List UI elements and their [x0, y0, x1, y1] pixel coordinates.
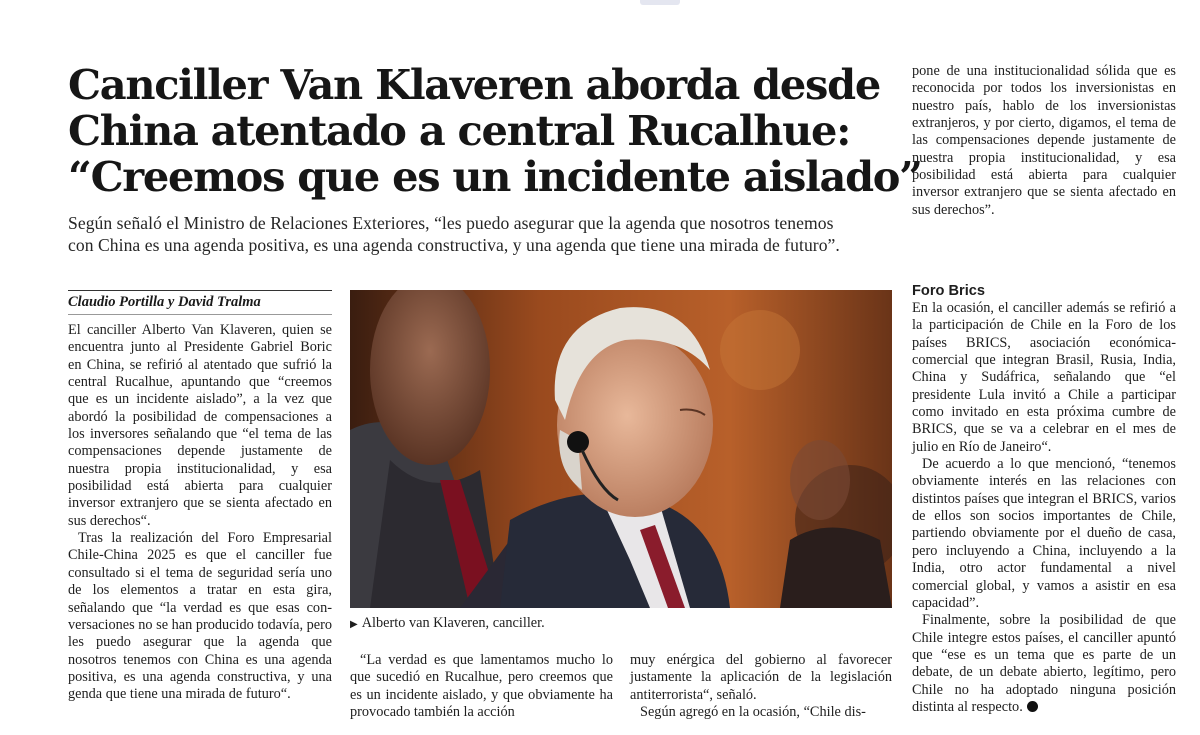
- end-of-article-icon: [1027, 701, 1038, 712]
- photo-of-canciller: [350, 290, 892, 608]
- paragraph: [912, 612, 1176, 716]
- column-4-top: [912, 63, 1176, 219]
- paragraph: De acuerdo a lo que mencionó, “tenemos obviamente interés en las relaciones con distintos países que integran el BRICS, varios de ellos son socios importantes de Chile, partiendo obviamente por el dueño de casa, pero incluyendo a China, incluyendo a la India, otro actor fundamental a nivel comercial global, y vamos a asistir en esa capacidad”.: [912, 456, 1176, 611]
- article-photo: [350, 290, 892, 608]
- article-headline: [68, 60, 922, 201]
- deck-line: Según señaló el Ministro de Relaciones Exteriores, “les puedo asegurar que la agenda que nosotros tenemos: [68, 213, 834, 233]
- paragraph: pone de una institucionalidad sólida que es reconocida por todos los inversionistas en nuestro país, hablo de los inversionistas extranjeros, y por cierto, digamos, el tema de las compensaciones depende justamente de nuestra propia institucionalidad, y esa posibilidad está abierta para cualquier inversor extranjero que se sienta afectado en sus derechos”.: [912, 63, 1176, 218]
- column-1: [68, 322, 332, 704]
- column-3: [630, 652, 892, 721]
- paragraph: “La verdad es que lamentamos mucho lo que sucedió en Rucalhue, pero creemos que es un incidente aislado, y que obviamente ha provocado también la acción: [350, 652, 613, 721]
- headline-line: China atentado a central Rucalhue:: [68, 106, 851, 155]
- paragraph: muy enérgica del gobierno al favorecer justamente la aplicación de la legislación antiterrorista“, señaló.: [630, 652, 892, 703]
- headline-line: “Creemos que es un incidente aislado”: [68, 152, 922, 201]
- top-decoration: [640, 0, 680, 5]
- photo-caption: [350, 615, 892, 633]
- column-4-bottom: [912, 283, 1176, 716]
- byline: Claudio Portilla y David Tralma: [68, 294, 261, 310]
- deck-line: con China es una agenda positiva, es una agenda constructiva, y una agenda que tiene una mirada de futuro”.: [68, 235, 840, 255]
- caption-arrow-icon: ▶: [350, 619, 358, 630]
- paragraph: Según agregó en la ocasión, “Chile dis-: [640, 704, 866, 721]
- section-subhead: Foro Brics: [912, 283, 985, 299]
- article-deck: [68, 212, 898, 256]
- byline-bottom-rule: [68, 314, 332, 315]
- paragraph: Tras la realización del Foro Empresarial Chile-China 2025 es que el canciller fue consultado si el tema de seguridad sería uno de los elementos a tratar en esta gira, señalando que “la verdad es que esas conversaciones no se han producido todavía, pero les puedo asegurar que la agenda que nosotros tenemos con China es una agenda positiva, es una agenda constructiva, y una genda que tiene una mirada de futuro“.: [68, 530, 333, 703]
- byline-top-rule: [68, 290, 332, 291]
- paragraph-text: Finalmente, sobre la posibilidad de que Chile integre estos países, el canciller apuntó que “ese es un tema que es parte de un debate, de un debate abierto, legítimo, pero Chile no ha adoptado ninguna posición distinta al respecto.: [912, 612, 1176, 715]
- caption-text: Alberto van Klaveren, canciller.: [361, 615, 545, 631]
- paragraph: El canciller Alberto Van Klaveren, quien se encuentra junto al Presidente Gabriel Boric en China, se refirió al atentado que sufrió la central Rucalhue, apuntando que “creemos que es un incidente aislado”, a la vez que abordó la posibilidad de compensaciones a los inversores señalando que “el tema de las compensaciones depende justamente de nuestra propia institucionalidad, y esa posibilidad está abierta para cualquier inversor extranjero que se sienta afectado en sus derechos“.: [68, 322, 332, 529]
- paragraph: En la ocasión, el canciller además se refirió a la participación de Chile en la Foro de los países BRICS, asociación económica-comercial que integran Brasil, Rusia, India, China y Sudáfrica, señalando que “el presidente Lula invitó a Chile a participar como invitado en esta próxima cumbre de BRICS, que se va a celebrar en el mes de julio en Río de Janeiro“.: [912, 300, 1176, 455]
- column-2: [350, 652, 613, 721]
- headline-line: Canciller Van Klaveren aborda desde: [68, 60, 880, 109]
